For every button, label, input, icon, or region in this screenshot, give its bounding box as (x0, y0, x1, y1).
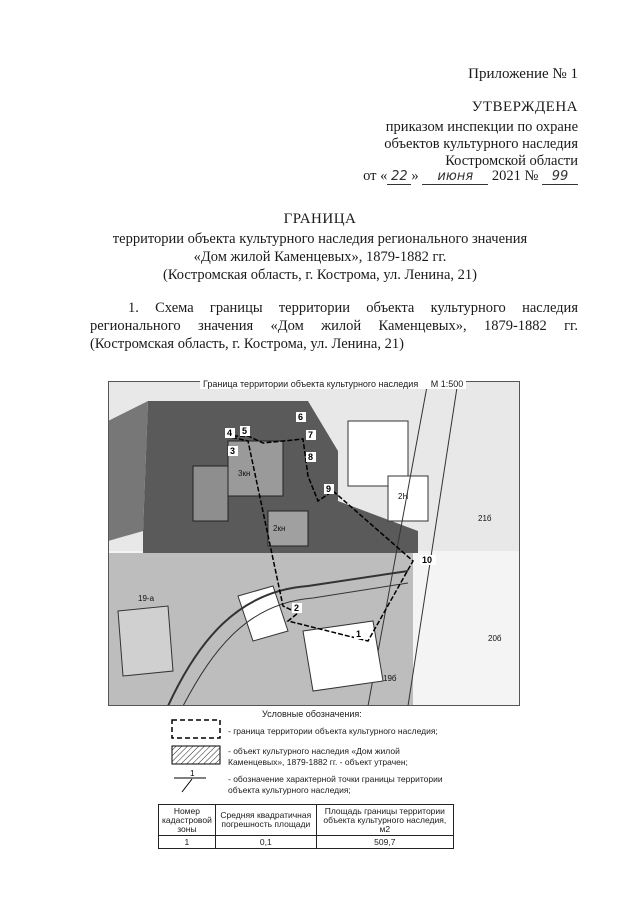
map-point-1: 1 (356, 629, 362, 639)
subtitle-line-1: территории объекта культурного наследия регионального значения (112, 231, 528, 247)
date-year: 2021 № (491, 168, 539, 184)
table-cell-area: 509,7 (316, 836, 453, 849)
map-building-lower-2 (303, 621, 383, 691)
table-header-zone: Номер кадастровой зоны (159, 805, 216, 836)
map-label-21b: 21б (478, 514, 492, 523)
date-mid: » (411, 168, 419, 184)
map-label-2kn: 2кн (273, 524, 286, 533)
legend-object-symbol (172, 746, 220, 764)
legend-item-point: - обозначение характерной точки границы территории объекта культурного наследия; (228, 774, 443, 795)
table-header-area: Площадь границы территории объекта культурного наследия, м2 (316, 805, 453, 836)
legend-item-object: - объект культурного наследия «Дом жилой Каменцевых», 1879-1882 гг. - объект утрачен; (228, 746, 408, 767)
map-point-7: 7 (308, 430, 314, 440)
map-dark-zone-left (108, 401, 148, 541)
order-number: 99 (542, 169, 578, 185)
date-prefix: от « (363, 168, 388, 184)
legend-item-boundary: - граница территории объекта культурного наследия; (228, 726, 438, 736)
map-point-3: 3 (230, 446, 236, 456)
date-day: 22 (387, 169, 411, 185)
order-line-2: объектов культурного наследия (384, 136, 578, 152)
map-label-3kn: 3кн (238, 469, 251, 478)
map-point-8: 8 (308, 452, 314, 462)
appendix-number: Приложение № 1 (468, 66, 578, 82)
map-point-5: 5 (242, 426, 248, 436)
legend-marker-label: 1 (190, 769, 195, 778)
map-point-2: 2 (294, 603, 300, 613)
map-point-10: 10 (422, 555, 433, 565)
subtitle-line-2: «Дом жилой Каменцевых», 1879-1882 гг. (193, 249, 447, 265)
map-title-text: Граница территории объекта культурного наследия (203, 379, 419, 389)
map-building-west (193, 466, 228, 521)
document-title: ГРАНИЦА (283, 211, 357, 227)
map-label-2n: 2Н (398, 492, 409, 501)
area-table (158, 804, 454, 849)
map-scale: М 1:500 (430, 379, 464, 389)
map-label-19b: 19б (383, 674, 397, 683)
paragraph-text: 1. Схема границы территории объекта культурного наследия регионального значения «Дом жилой Каменцевых», 1879-1882 гг. (Костромская область, г. Кострома, ул. Ленина, 21) (90, 300, 578, 352)
table-cell-error: 0,1 (215, 836, 316, 849)
map-building-lower-3 (118, 606, 173, 676)
table-cell-zone: 1 (159, 836, 216, 849)
scheme-paragraph (90, 299, 578, 353)
map-point-4: 4 (227, 428, 233, 438)
map-point-9: 9 (326, 484, 332, 494)
approved-label: УТВЕРЖДЕНА (471, 99, 578, 115)
legend-marker-leader (182, 779, 192, 792)
table-header-error: Средняя квадратичная погрешность площади (215, 805, 316, 836)
order-line-1: приказом инспекции по охране (385, 119, 578, 135)
map-title (200, 379, 466, 389)
date-month: июня (422, 169, 488, 185)
map-point-6: 6 (298, 412, 304, 422)
map-label-20b: 20б (488, 634, 502, 643)
boundary-map (108, 381, 520, 706)
legend-boundary-symbol (172, 720, 220, 738)
map-label-19a: 19-а (138, 594, 155, 603)
order-date-line (363, 168, 578, 185)
order-line-3: Костромской области (445, 153, 578, 169)
subtitle-line-3: (Костромская область, г. Кострома, ул. Ленина, 21) (163, 267, 477, 283)
table-row (159, 836, 454, 849)
legend-title: Условные обозначения: (262, 709, 362, 719)
legend-symbols (170, 718, 222, 798)
table-header-row (159, 805, 454, 836)
